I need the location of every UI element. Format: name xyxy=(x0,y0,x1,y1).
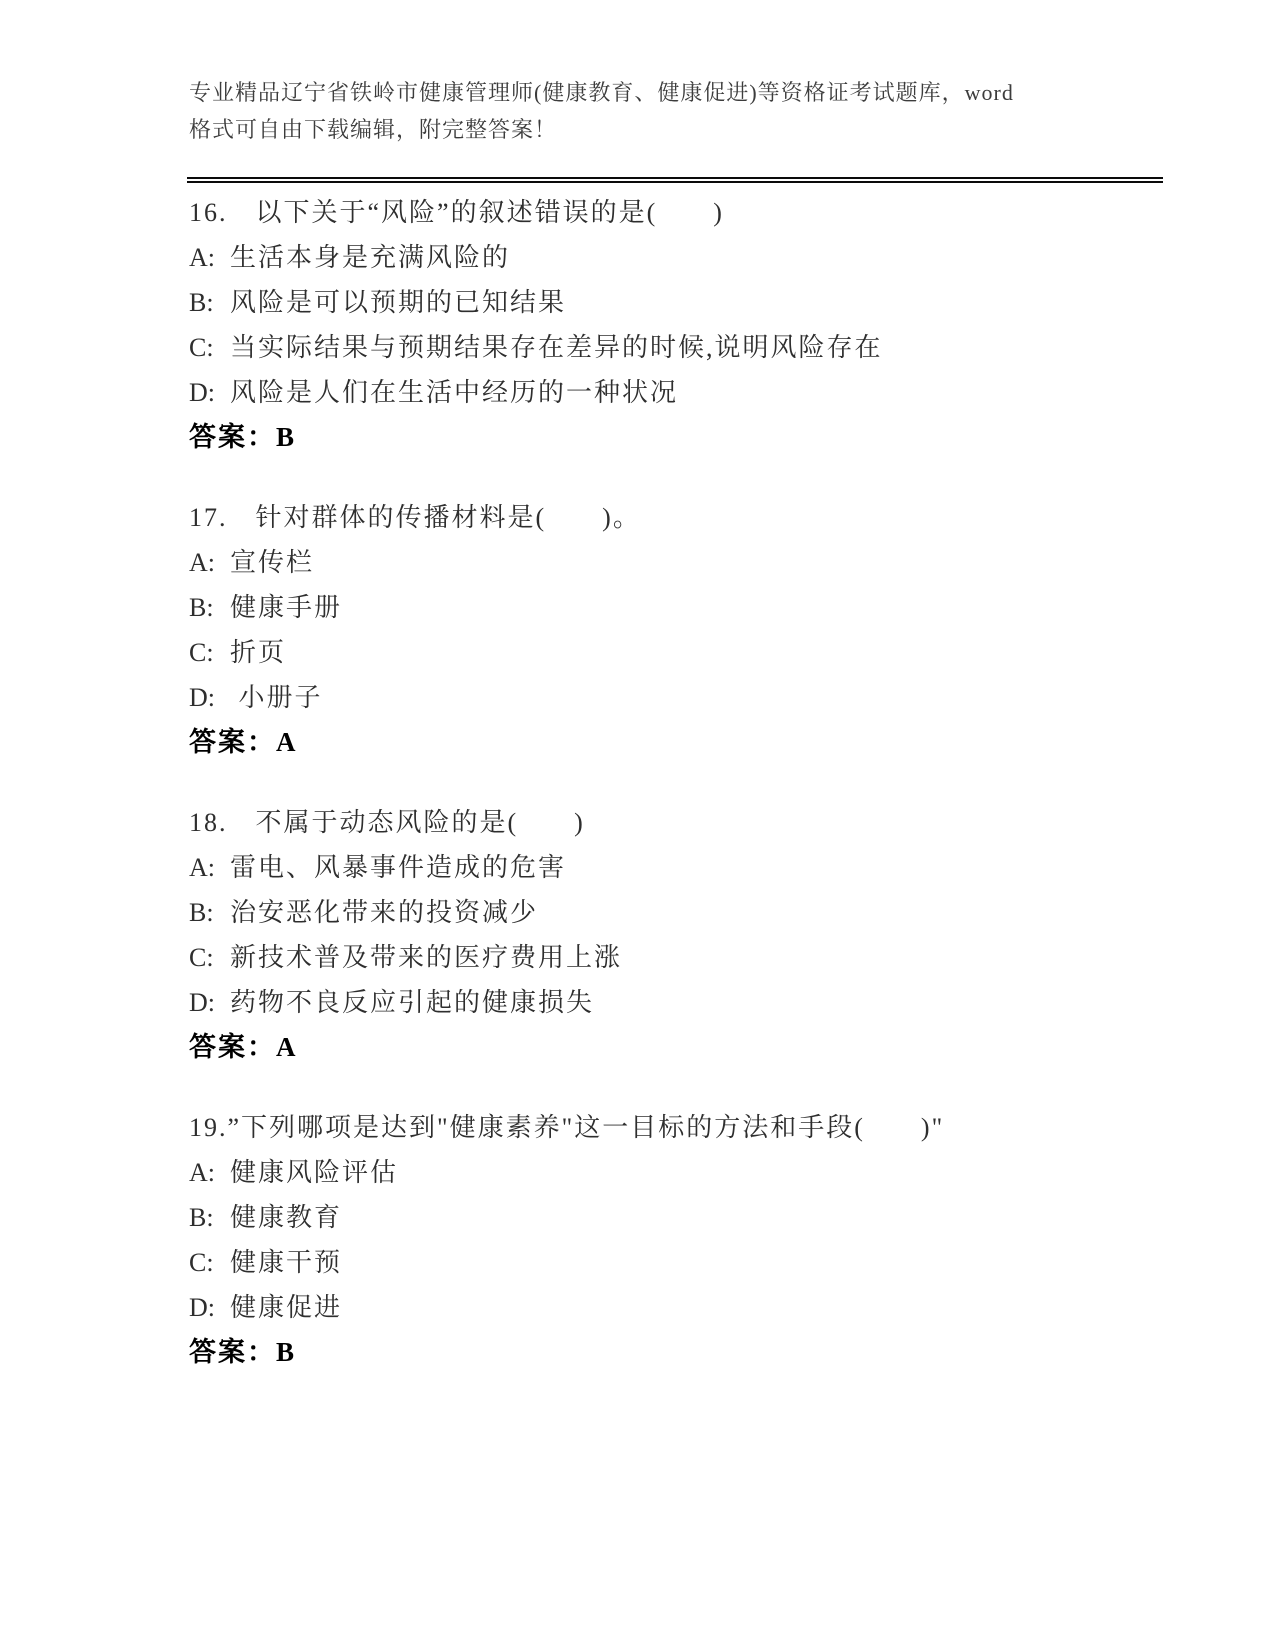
question-block-18 xyxy=(189,800,944,1070)
option-text: 生活本身是充满风险的 xyxy=(230,243,511,272)
option-row xyxy=(189,1195,944,1240)
option-row xyxy=(189,1285,944,1330)
option-label: B: xyxy=(189,1203,214,1232)
option-label: D: xyxy=(189,1293,215,1322)
header-line-2: 格式可自由下载编辑，附完整答案！ xyxy=(189,117,558,142)
document-header xyxy=(189,74,1014,148)
question-block-16 xyxy=(189,190,944,460)
answer-line xyxy=(189,1330,944,1375)
option-label: D: xyxy=(189,683,215,712)
answer-line xyxy=(189,720,944,765)
option-row xyxy=(189,370,944,415)
option-text: 治安恶化带来的投资减少 xyxy=(230,898,539,927)
option-text: 小册子 xyxy=(230,683,323,712)
answer-line xyxy=(189,415,944,460)
option-text: 风险是人们在生活中经历的一种状况 xyxy=(230,378,679,407)
option-label: A: xyxy=(189,853,215,882)
option-label: A: xyxy=(189,243,215,272)
answer-label: 答案： xyxy=(189,727,276,757)
question-list xyxy=(189,190,944,1375)
question-title: 18. 不属于动态风险的是( ) xyxy=(189,808,585,837)
answer-value: B xyxy=(276,422,295,452)
option-row xyxy=(189,235,944,280)
option-row xyxy=(189,1240,944,1285)
option-text: 宣传栏 xyxy=(230,548,315,577)
option-row xyxy=(189,935,944,980)
option-row xyxy=(189,1150,944,1195)
answer-line xyxy=(189,1025,944,1070)
option-label: C: xyxy=(189,943,214,972)
option-label: B: xyxy=(189,288,214,317)
option-text: 健康促进 xyxy=(230,1293,343,1322)
option-label: C: xyxy=(189,638,214,667)
option-text: 健康干预 xyxy=(230,1248,343,1277)
option-text: 健康风险评估 xyxy=(230,1158,399,1187)
option-label: A: xyxy=(189,548,215,577)
option-row xyxy=(189,630,944,675)
answer-label: 答案： xyxy=(189,1032,276,1062)
answer-label: 答案： xyxy=(189,1337,276,1367)
option-row xyxy=(189,675,944,720)
option-text: 药物不良反应引起的健康损失 xyxy=(230,988,595,1017)
option-label: D: xyxy=(189,378,215,407)
option-text: 风险是可以预期的已知结果 xyxy=(230,288,567,317)
option-text: 折页 xyxy=(230,638,287,667)
header-divider-rule xyxy=(187,177,1163,183)
question-title: 19.”下列哪项是达到"健康素养"这一目标的方法和手段( )" xyxy=(189,1113,945,1142)
question-block-17 xyxy=(189,495,944,765)
answer-value: B xyxy=(276,1337,295,1367)
option-row xyxy=(189,890,944,935)
header-line-1: 专业精品辽宁省铁岭市健康管理师(健康教育、健康促进)等资格证考试题库，word xyxy=(189,80,1014,105)
option-label: B: xyxy=(189,898,214,927)
option-row xyxy=(189,280,944,325)
answer-value: A xyxy=(276,727,296,757)
option-row xyxy=(189,325,944,370)
option-label: B: xyxy=(189,593,214,622)
option-label: C: xyxy=(189,1248,214,1277)
option-row xyxy=(189,845,944,890)
option-label: A: xyxy=(189,1158,215,1187)
option-text: 当实际结果与预期结果存在差异的时候,说明风险存在 xyxy=(230,333,883,362)
answer-value: A xyxy=(276,1032,296,1062)
option-row xyxy=(189,540,944,585)
question-title: 17. 针对群体的传播材料是( )。 xyxy=(189,503,641,532)
option-row xyxy=(189,980,944,1025)
option-label: D: xyxy=(189,988,215,1017)
option-label: C: xyxy=(189,333,214,362)
answer-label: 答案： xyxy=(189,422,276,452)
option-text: 健康教育 xyxy=(230,1203,343,1232)
option-text: 新技术普及带来的医疗费用上涨 xyxy=(230,943,623,972)
question-block-19 xyxy=(189,1105,944,1375)
option-text: 健康手册 xyxy=(230,593,343,622)
question-title: 16. 以下关于“风险”的叙述错误的是( ) xyxy=(189,198,724,227)
option-row xyxy=(189,585,944,630)
option-text: 雷电、风暴事件造成的危害 xyxy=(230,853,567,882)
